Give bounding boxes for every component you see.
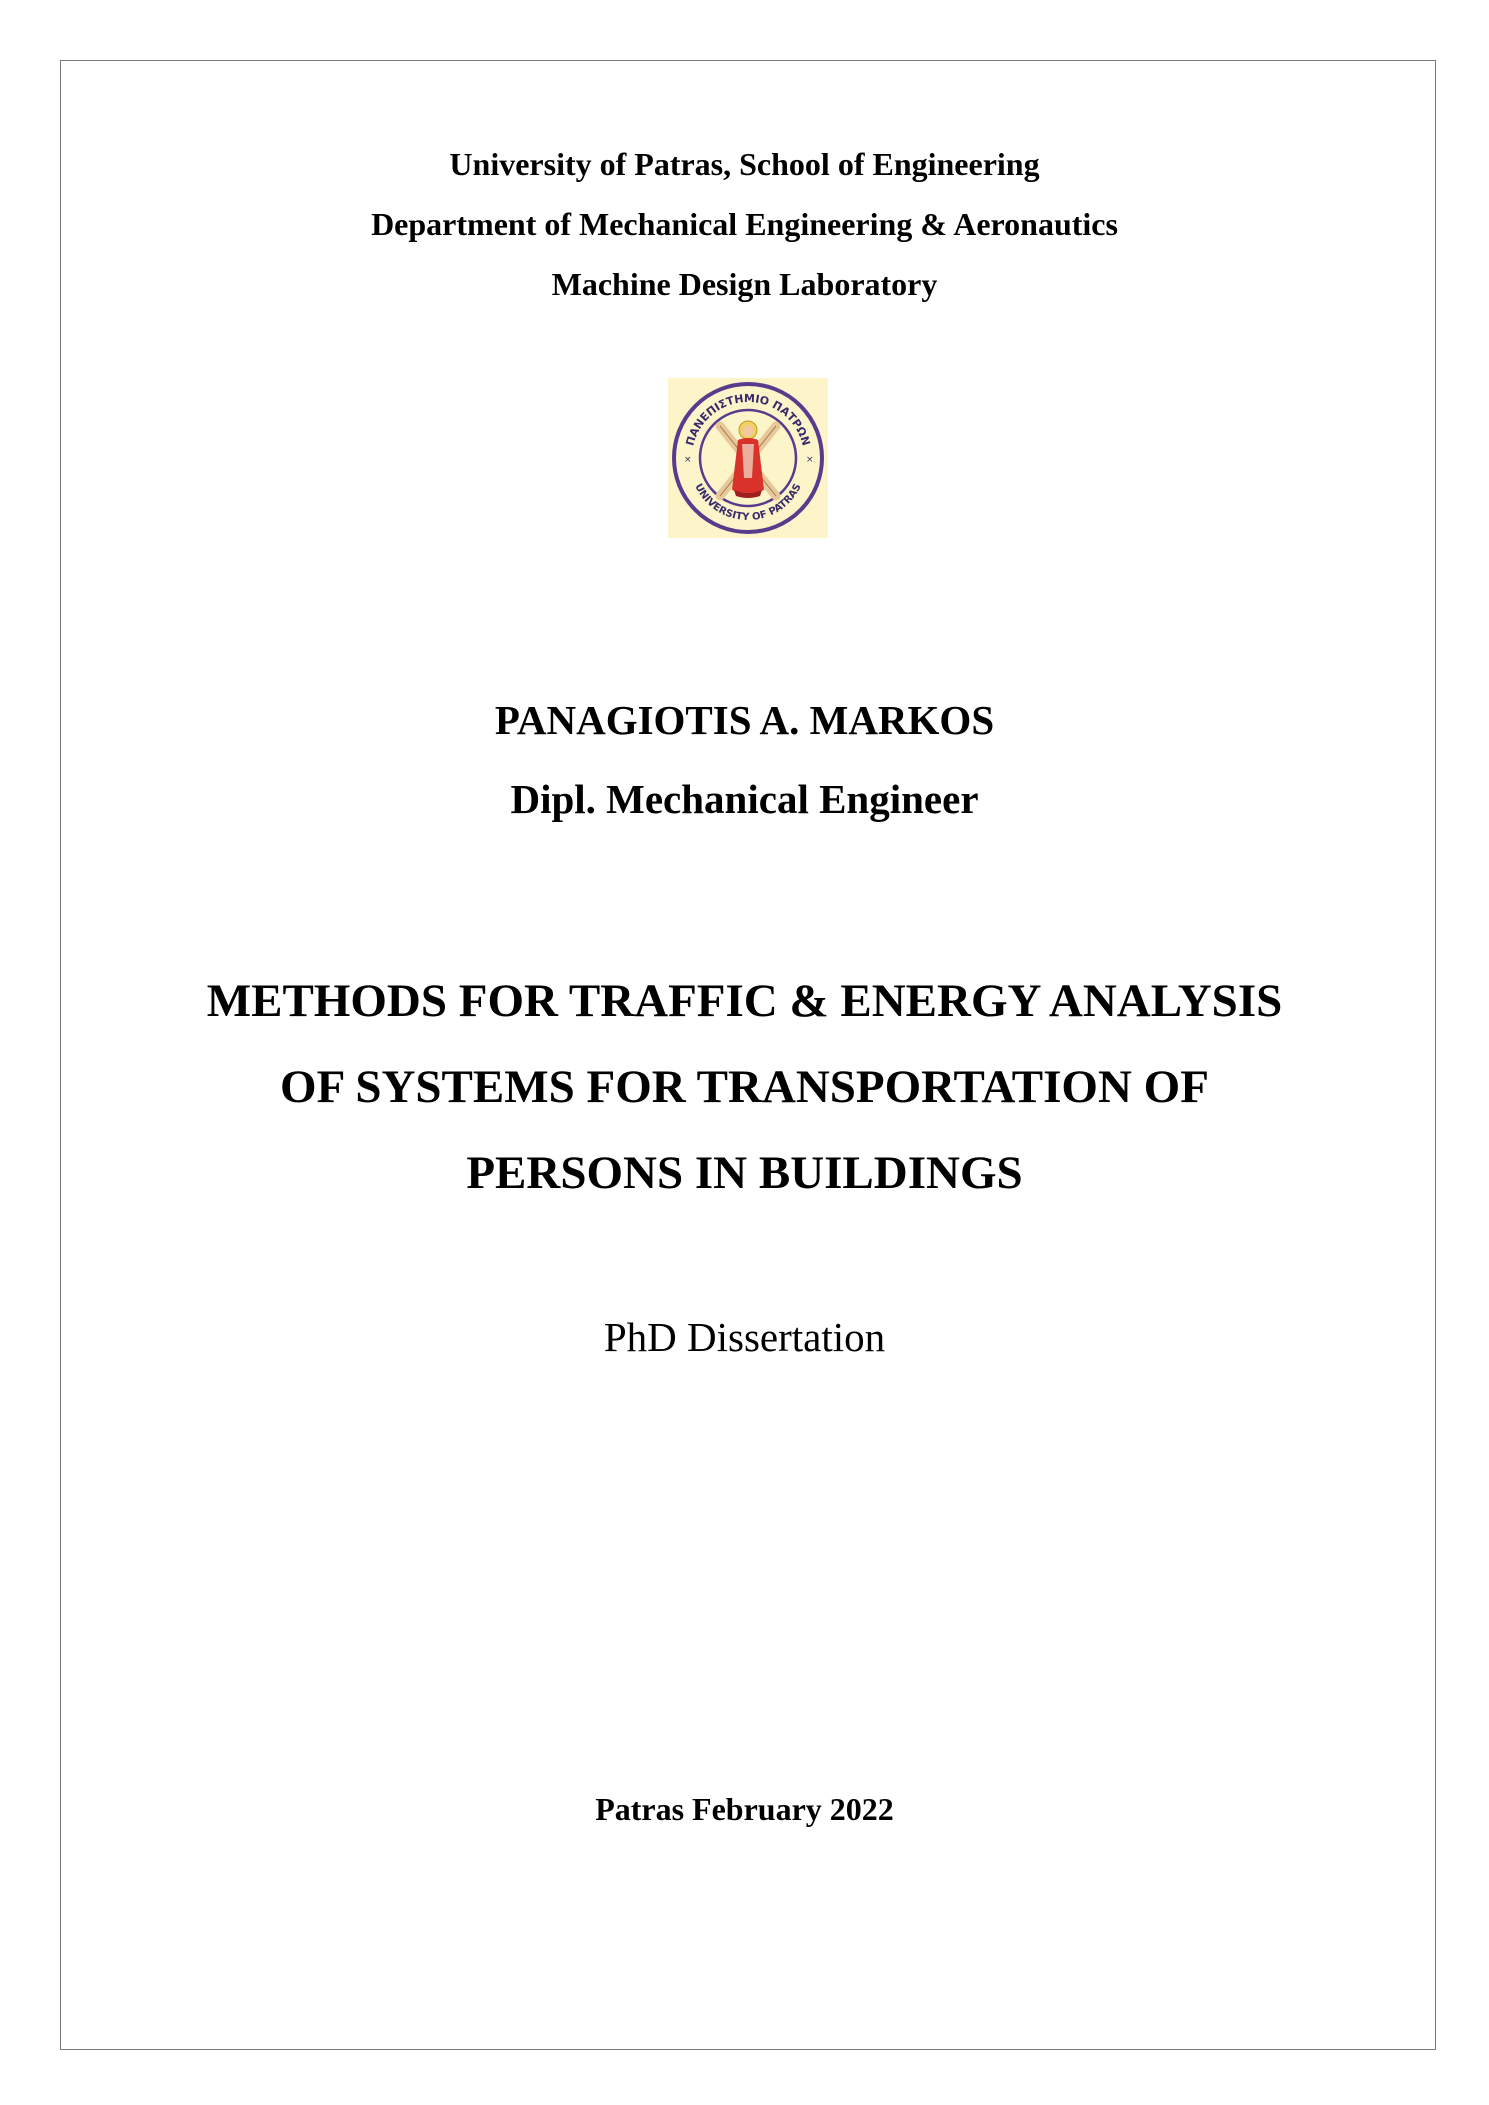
dissertation-type: PhD Dissertation [603, 1314, 886, 1360]
thesis-title-line-2: OF SYSTEMS FOR TRANSPORTATION OF [280, 1061, 1209, 1113]
author-degree: Dipl. Mechanical Engineer [510, 776, 979, 822]
seal-bottom-text: UNIVERSITY OF PATRAS [692, 482, 804, 524]
author-name: PANAGIOTIS A. MARKOS [494, 697, 995, 743]
svg-text:×: × [684, 455, 692, 465]
page-border [60, 60, 1436, 2050]
department-line: Department of Mechanical Engineering & Aeronautics [371, 206, 1118, 242]
thesis-title-line-3: PERSONS IN BUILDINGS [466, 1147, 1023, 1199]
thesis-title-line-1: METHODS FOR TRAFFIC & ENERGY ANALYSIS [206, 975, 1283, 1027]
university-seal-icon [668, 378, 828, 538]
seal-top-text: ΠΑΝΕΠΙΣΤΗΜΙΟ ΠΑΤΡΩΝ [683, 391, 813, 448]
svg-text:×: × [806, 455, 814, 465]
university-line: University of Patras, School of Engineering [449, 146, 1040, 182]
laboratory-line: Machine Design Laboratory [551, 266, 938, 302]
place-date: Patras February 2022 [595, 1791, 894, 1827]
